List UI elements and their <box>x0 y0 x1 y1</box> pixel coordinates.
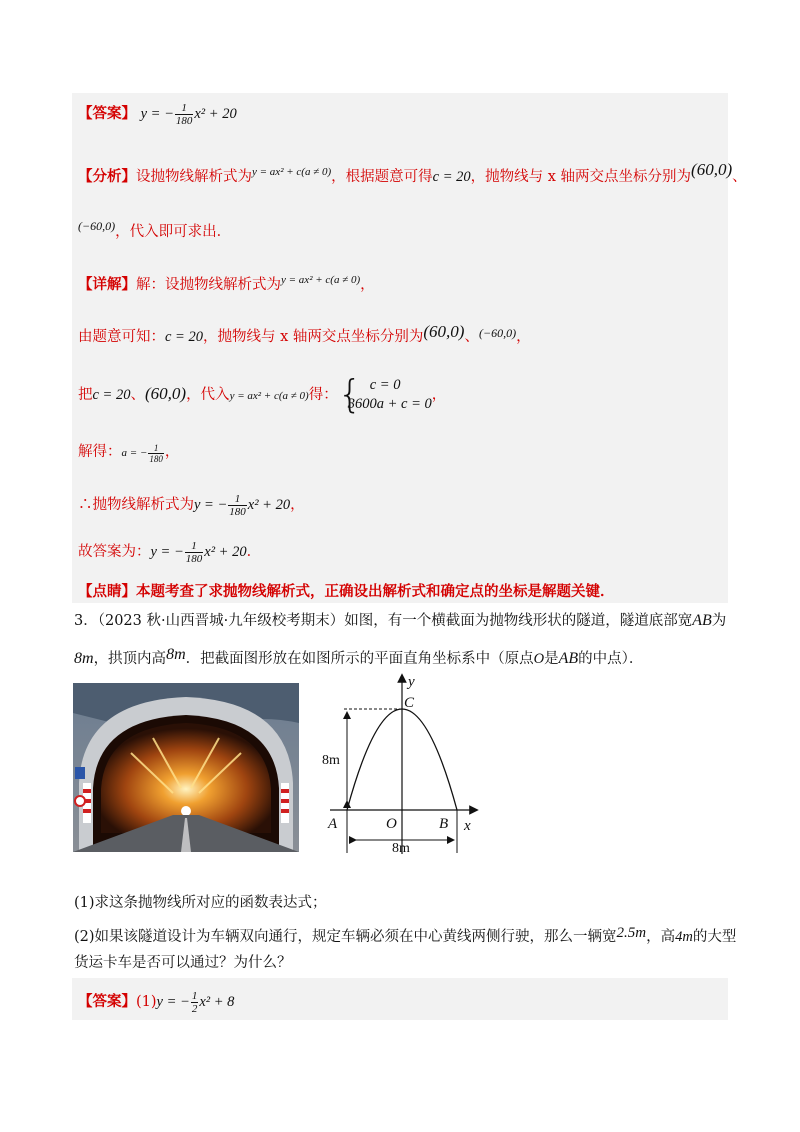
subquestion-1: (1)求这条抛物线所对应的函数表达式； <box>74 895 327 911</box>
label-a: A <box>328 816 338 832</box>
label-x: x <box>464 818 471 834</box>
answer-2-tag: 【答案】 <box>78 992 136 1010</box>
detail-line-5: ∴抛物线解析式为y = − $\frac{1}{180}$ x² + 20， <box>78 493 305 518</box>
label-b: B <box>439 816 449 832</box>
comment-tag: 【点睛】 <box>78 583 136 600</box>
equation-system: { c = 0 3600a + c = 0 <box>337 372 432 416</box>
answer-line-1 <box>78 102 237 127</box>
detail-line-2: 由题意可知：c = 20，抛物线与 x 轴两交点坐标分别为(60,0)、$^{(-60,0)}$， <box>78 322 531 345</box>
detail-line-1: 【详解】解：设抛物线解析式为$^{y = ax^2 + c(a \ne 0)}$， <box>78 274 375 293</box>
label-c: C <box>404 695 415 711</box>
label-width: 8m <box>392 841 410 856</box>
comment-line: 【点睛】本题考查了求抛物线解析式，正确设出解析式和确定点的坐标是解题关键． <box>78 583 615 600</box>
subquestion-2-line-1: (2)如果该隧道设计为车辆双向通行，规定车辆必须在中心黄线两侧行驶，那么一辆宽2.5m，高4m的大型 <box>74 925 737 945</box>
detail-tag: 【详解】 <box>78 276 136 293</box>
answer-formula: y = − $\frac{1}{180}$ x² + 20 <box>140 102 237 127</box>
detail-line-4: 解得：a = − $\frac{1}{180}$ ， <box>78 442 180 464</box>
analysis-line: 【分析】设抛物线解析式为$^{y = ax^2 + c(a \ne 0)}$，根据题意可得c = 20，抛物线与 x 轴两交点坐标分别为(60,0)、 <box>78 160 747 185</box>
question-3-line-1: 3．（2023 秋·山西晋城·九年级校考期末）如图，有一个横截面为抛物线形状的隧道，隧道底部宽AB为 <box>74 612 727 629</box>
subquestion-2-line-2: 货运卡车是否可以通过？为什么？ <box>74 955 292 971</box>
tunnel-photo <box>73 683 299 852</box>
label-o: O <box>386 816 397 832</box>
answer-tag: 【答案】 <box>78 104 136 122</box>
label-y: y <box>408 674 415 690</box>
analysis-tag: 【分析】 <box>78 168 136 185</box>
detail-line-6: 故答案为：y = − $\frac{1}{180}$ x² + 20． <box>78 540 262 565</box>
answer-line-2: 【答案】(1)y = − $\frac{1}{2}$ x² + 8 <box>78 990 235 1015</box>
analysis-line-2: $^{(-60,0)}$，代入即可求出． <box>78 219 232 240</box>
parabola-diagram <box>322 668 482 863</box>
detail-line-3: 把c = 20、(60,0)，代入y = ax² + c(a ≠ 0)得： { c = 0 3600a + c = 0 ， <box>78 372 447 416</box>
question-3-line-2: 8m，拱顶内高8m．把截面图形放在如图所示的平面直角坐标系中（原点O是AB的中点）． <box>74 646 644 667</box>
tunnel-illustration <box>73 683 299 852</box>
label-height: 8m <box>322 753 340 768</box>
